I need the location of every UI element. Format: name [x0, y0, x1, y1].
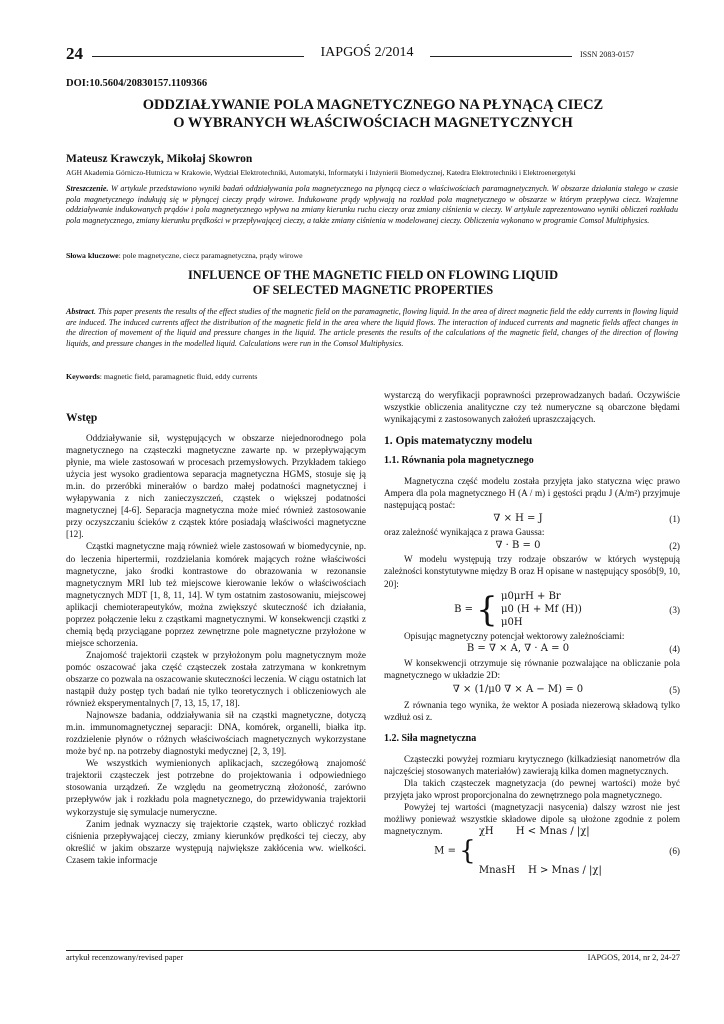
paragraph: W modelu występują trzy rodzaje obszarów w których występują zależności konstytutywne między B oraz H opisane w następujący sposób[9, 10, 20]: [384, 554, 680, 589]
equation-6 [384, 826, 680, 877]
equation-2 [384, 538, 680, 553]
abstract-pl-label: Streszczenie. [66, 184, 109, 193]
section-heading: 1. Opis matematyczny modelu [384, 435, 533, 448]
case-line: χH H < Mnas / |χ| [478, 826, 590, 838]
paragraph: Cząstki magnetyczne mają również wiele zastosowań w biomedycynie, np. do leczenia hipertermii, rozdzielania komórek mających rożne właściwości magnetyczne, jako środki kontrastowe do obrazowania w rezonansie magnetycznym MRI lub też miejscowe kierowanie leków o właściwościach magnetycznych MDT [1, 8, 11, 14]. W tym ostatnim zastosowaniu, miejscowej aplikacji chemioterapeutyków, można zwiększyć skuteczność ich działania, poprzez połączenie leku z cząstkami magnetycznymi. W konsekwencji cząstki z chemią będą przyciągane poprzez zewnętrzne pole magnetyczne przyłożone w miejsce schorzenia. [66, 541, 366, 648]
footer-rule [66, 950, 680, 951]
paragraph: Najnowsze badania, oddziaływania sił na cząstki magnetyczne, dotyczą m.in. immunomagnetycznej separacji: DNA, komórek, organelli, białka itp. rozdzielenie płynów o różnych właściwościach magnetycznych wykorzystane może być np. na potrzeby diagnostyki medycznej [2, 3, 19]. [66, 710, 366, 757]
paragraph: W konsekwencji otrzymuje się równanie pozwalające na obliczanie pola magnetycznego w układzie 2D: [384, 657, 680, 680]
english-title-line-2: OF SELECTED MAGNETIC PROPERTIES [252, 283, 494, 297]
equation-body: B = ∇ × A, ∇ · A = 0 [466, 643, 570, 655]
case-line: μ0μrH + Br [500, 591, 561, 603]
left-column [66, 412, 366, 866]
subsection-heading: 1.1. Równania pola magnetycznego [384, 455, 534, 467]
equation-number: (1) [669, 513, 680, 524]
equation-1 [384, 511, 680, 526]
title-line-1: ODDZIAŁYWANIE POLA MAGNETYCZNEGO NA PŁYNĄCĄ CIECZ [142, 97, 604, 113]
keywords-en-text: : magnetic field, paramagnetic fluid, eddy currents [99, 372, 258, 381]
equation-cases [479, 799, 602, 903]
footer-citation: IAPGOS, 2014, nr 2, 24-27 [587, 953, 680, 962]
paragraph: wystarczą do weryfikacji poprawności przeprowadzanych badań. Oczywiście wszystkie obliczenia analityczne czy też numeryczne są obarczone błędami wynikającymi z zastosowanych założeń upraszczających. [384, 390, 680, 425]
equation-number: (4) [669, 644, 680, 655]
paragraph: Z równania tego wynika, że wektor A posiada niezerową składową tylko wzdłuż osi z. [384, 699, 680, 722]
paragraph: oraz zależność wynikająca z prawa Gaussa: [384, 527, 545, 538]
page-number: 24 [66, 44, 83, 63]
paragraph: Oddziaływanie sił, występujących w obszarze niejednorodnego pola magnetycznego na cząsteczki magnetyczne zawarte np. w przepływającym płynie, ma wiele zastosowań w procesach przemysłowych. Przykładem takiego użycia jest wysoko gradientowa separacja magnetyczna HGMS, stosuje się ją m.in. do przeróbki minerałów o bardzo małej podatności magnetycznej i wyłapywania z nich zanieczyszczeń, cząstek o większej podatności magnetycznej [4-6]. Separacja magnetyczna może mieć również zastosowanie przy oczyszczaniu ścieków z cząstek które posiadają właściwości magnetyczne [12]. [66, 433, 366, 540]
english-title [66, 268, 680, 298]
paragraph: We wszystkich wymienionych aplikacjach, szczegółową znajomość trajektorii cząsteczek jest potrzebne do projektowania i odpowiedniego stosowania urządzeń. Ze względu na geometryczną złożoność, zarówno przepływów jak i rozkładu pola magnetycznego, do przewidywania trajektorii wykorzystuje się symulacje numeryczne. [66, 758, 366, 817]
english-title-line-1: INFLUENCE OF THE MAGNETIC FIELD ON FLOWING LIQUID [187, 268, 559, 282]
case-line: μ0 (H + Mf (H)) [500, 604, 582, 616]
keywords-en [66, 372, 257, 381]
paragraph: Znajomość trajektorii cząstek w przyłożonym polu magnetycznym może pomóc oszacować jaka część cząsteczek została zatrzymana w konkretnym obszarze co pozwala na oszacowanie skuteczności leczenia. W ciągu ostatnich lat nastąpił duży postęp tych badań nie tylko teoretycznych i obliczeniowych ale również eksperymentalnych [7, 13, 15, 17, 18]. [66, 649, 366, 709]
abstract-en-label: Abstract [66, 307, 94, 316]
equation-5 [384, 681, 680, 699]
abstract-en-text: . This paper presents the results of the effect studies of the magnetic field on the paramagnetic, flowing liquid. In the area of direct magnetic field the eddy currents in flowing liquid are induced. The induced currents affect the distribution of the magnetic field in the area where the liquid flows. The interaction of induced currents and magnetic fields affect changes in the direction of movement of the liquid and pressure changes in the liquid. The article presents the results of the calculations of the magnetic field, changes of the direction of flowing liquids, and pressure changes in the modelled liquid. Calculations were run in the Comsol Multiphysics. [66, 307, 678, 348]
subsection-heading: 1.2. Siła magnetyczna [384, 732, 477, 744]
keywords-pl-label: Słowa kluczowe [66, 251, 119, 260]
header-rule-left [92, 56, 304, 57]
equation-number: (3) [669, 604, 680, 615]
equation-3 [384, 590, 680, 630]
page-title [66, 96, 680, 132]
equation-number: (5) [669, 684, 680, 695]
paragraph: Dla takich cząsteczek magnetyzacja (do pewnej wartości) może być przyjęta jako wprost proporcjonalna do zewnętrznego pola magnetycznego. [384, 777, 680, 800]
keywords-pl [66, 251, 303, 260]
brace-glyph: { [459, 836, 476, 867]
equation-body: ∇ · B = 0 [495, 539, 541, 551]
authors: Mateusz Krawczyk, Mikołaj Skowron [66, 153, 253, 165]
title-line-2: O WYBRANYCH WŁAŚCIWOŚCIACH MAGNETYCZNYCH [173, 115, 573, 131]
paragraph: Magnetyczna część modelu została przyjęta jako statyczna więc prawo Ampera dla pola magnetycznego H (A / m) i gęstości prądu J (A/m²) przyjmuje następującą postać: [384, 476, 680, 511]
equation-body: ∇ × (1/μ0 ∇ × A − M) = 0 [452, 683, 584, 695]
intro-heading: Wstęp [66, 412, 98, 424]
paragraph: Cząsteczki powyżej rozmiaru krytycznego (kilkadziesiąt nanometrów dla najczęściej stosowanych materiałów) zawierają kilka domen magnetycznych. [384, 753, 680, 776]
footer-review-note: artykuł recenzowany/revised paper [66, 953, 184, 962]
equation-number: (2) [669, 540, 680, 551]
paragraph: Zanim jednak wyznaczy się trajektorie cząstek, warto obliczyć rozkład ciśnienia przepływającej cieczy, zmiany kierunków prędkości tej cieczy, aby określić w jakim obszarze występują największe zakłócenia ww. wielkości. Czasem takie informacje [66, 818, 366, 865]
header-rule-right [430, 56, 572, 57]
keywords-en-label: Keywords [66, 372, 100, 381]
brace-glyph: { [476, 589, 498, 630]
issn: ISSN 2083-0157 [580, 50, 635, 59]
paragraph: Opisując magnetyczny potencjał wektorowy zależnościami: [404, 630, 625, 641]
paragraph: Powyżej tej wartości (magnetyzacji nasycenia) dalszy wzrost nie jest możliwy ponieważ wszystkie składowe dipole są ułożone zgodnie z polem magnetycznym. [384, 802, 680, 837]
doi[interactable]: DOI:10.5604/20830157.1109366 [66, 78, 208, 89]
equation-lhs: B = [454, 604, 473, 616]
equation-cases [501, 590, 582, 629]
case-line: MnasH H > Mnas / |χ| [478, 865, 602, 877]
abstract-pl [66, 184, 678, 226]
keywords-pl-text: : pole magnetyczne, ciecz paramagnetyczna, prądy wirowe [118, 251, 303, 260]
equation-body: ∇ × H = J [493, 512, 543, 524]
case-line: μ0H [500, 617, 523, 629]
equation-4 [384, 642, 680, 657]
right-column [384, 389, 680, 877]
equation-body [384, 590, 652, 629]
affiliation: AGH Akademia Górniczo-Hutnicza w Krakowie, Wydział Elektrotechniki, Automatyki, Informatyki i Inżynierii Biomedycznej, Katedra Elektrotechniki i Elektroenergetyki [66, 168, 576, 177]
abstract-en [66, 307, 678, 349]
journal-issue: IAPGOŚ 2/2014 [320, 45, 414, 60]
equation-number: (6) [669, 846, 680, 857]
equation-lhs: M = [434, 845, 456, 857]
equation-body [384, 799, 652, 903]
abstract-pl-text: W artykule przedstawiono wyniki badań oddziaływania pola magnetycznego na płynącą ciecz o właściwościach paramagnetycznych. W obszarze działania stałego w czasie pola magnetycznego indukują się w płynącej cieczy prądy wirowe. Indukowane prądy wpływają na rozkład pola magnetycznego w obszarze w którym przepływa ciecz. Wzajemne oddziaływanie indukowanych prądów i pola magnetycznego wpływa na zmiany kierunku ruchu cieczy oraz zmiany ciśnienia w cieczy. W artykule zaprezentowano wyniki obliczeń rozkładu pola magnetycznego, zmiany kierunku prędkości w przepływającej cieczy, a także zmiany ciśnienia w modelowanej cieczy. Obliczenia wykonano w programie Comsol Multiphysics. [66, 184, 678, 225]
